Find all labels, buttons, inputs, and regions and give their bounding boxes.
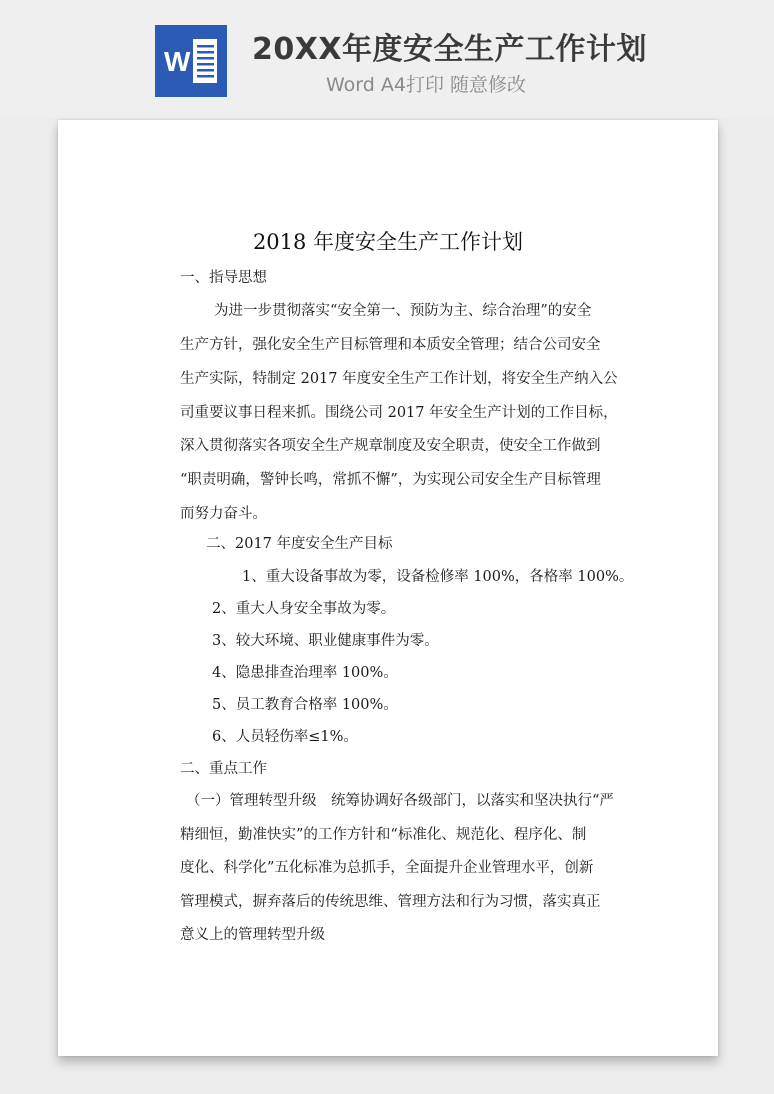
list-item: 2、重大人身安全事故为零。: [212, 601, 396, 617]
list-item: 6、人员轻伤率≤1%。: [212, 729, 358, 745]
document-title: 2018 年度安全生产工作计划: [252, 230, 524, 254]
header-subtitle: Word A4打印 随意修改: [326, 74, 527, 96]
paragraph-line: 司重要议事日程来抓。围绕公司 2017 年安全生产计划的工作目标，: [180, 405, 618, 421]
paragraph-line: 精细恒，勤准快实”的工作方针和“标准化、规范化、程序化、制: [180, 827, 587, 843]
preview-header: [0, 0, 774, 118]
paragraph-line: （一）管理转型升级 统筹协调好各级部门，以落实和坚决执行“严: [186, 793, 614, 809]
word-icon-letter: W: [164, 46, 191, 77]
document-page: [58, 120, 718, 1056]
paragraph-line: “职责明确，警钟长鸣，常抓不懈”，为实现公司安全生产目标管理: [180, 472, 601, 488]
list-item: 5、员工教育合格率 100%。: [212, 697, 398, 713]
paragraph-line: 生产实际，特制定 2017 年度安全生产工作计划，将安全生产纳入公: [180, 371, 618, 387]
list-item: 4、隐患排查治理率 100%。: [212, 665, 398, 681]
list-item: 3、较大环境、职业健康事件为零。: [212, 633, 439, 649]
section-heading: 二、2017 年度安全生产目标: [206, 536, 393, 552]
word-document-icon: [155, 25, 227, 97]
paragraph-line: 生产方针，强化安全生产目标管理和本质安全管理；结合公司安全: [180, 337, 601, 353]
header-title: 20XX年度安全生产工作计划: [252, 32, 648, 67]
paragraph-line: 而努力奋斗。: [180, 506, 267, 522]
section-heading: 一、指导思想: [180, 270, 267, 286]
section-heading: 二、重点工作: [180, 761, 267, 777]
paragraph-line: 管理模式，摒弃落后的传统思维、管理方法和行为习惯，落实真正: [180, 894, 601, 910]
paragraph-line: 意义上的管理转型升级: [180, 927, 325, 943]
list-item: 1、重大设备事故为零，设备检修率 100%，各格率 100%。: [242, 569, 634, 585]
paragraph-line: 度化、科学化”五化标准为总抓手，全面提升企业管理水平，创新: [180, 860, 594, 876]
paragraph-line: 为进一步贯彻落实“安全第一、预防为主、综合治理”的安全: [214, 303, 592, 319]
paragraph-line: 深入贯彻落实各项安全生产规章制度及安全职责，使安全工作做到: [180, 438, 601, 454]
